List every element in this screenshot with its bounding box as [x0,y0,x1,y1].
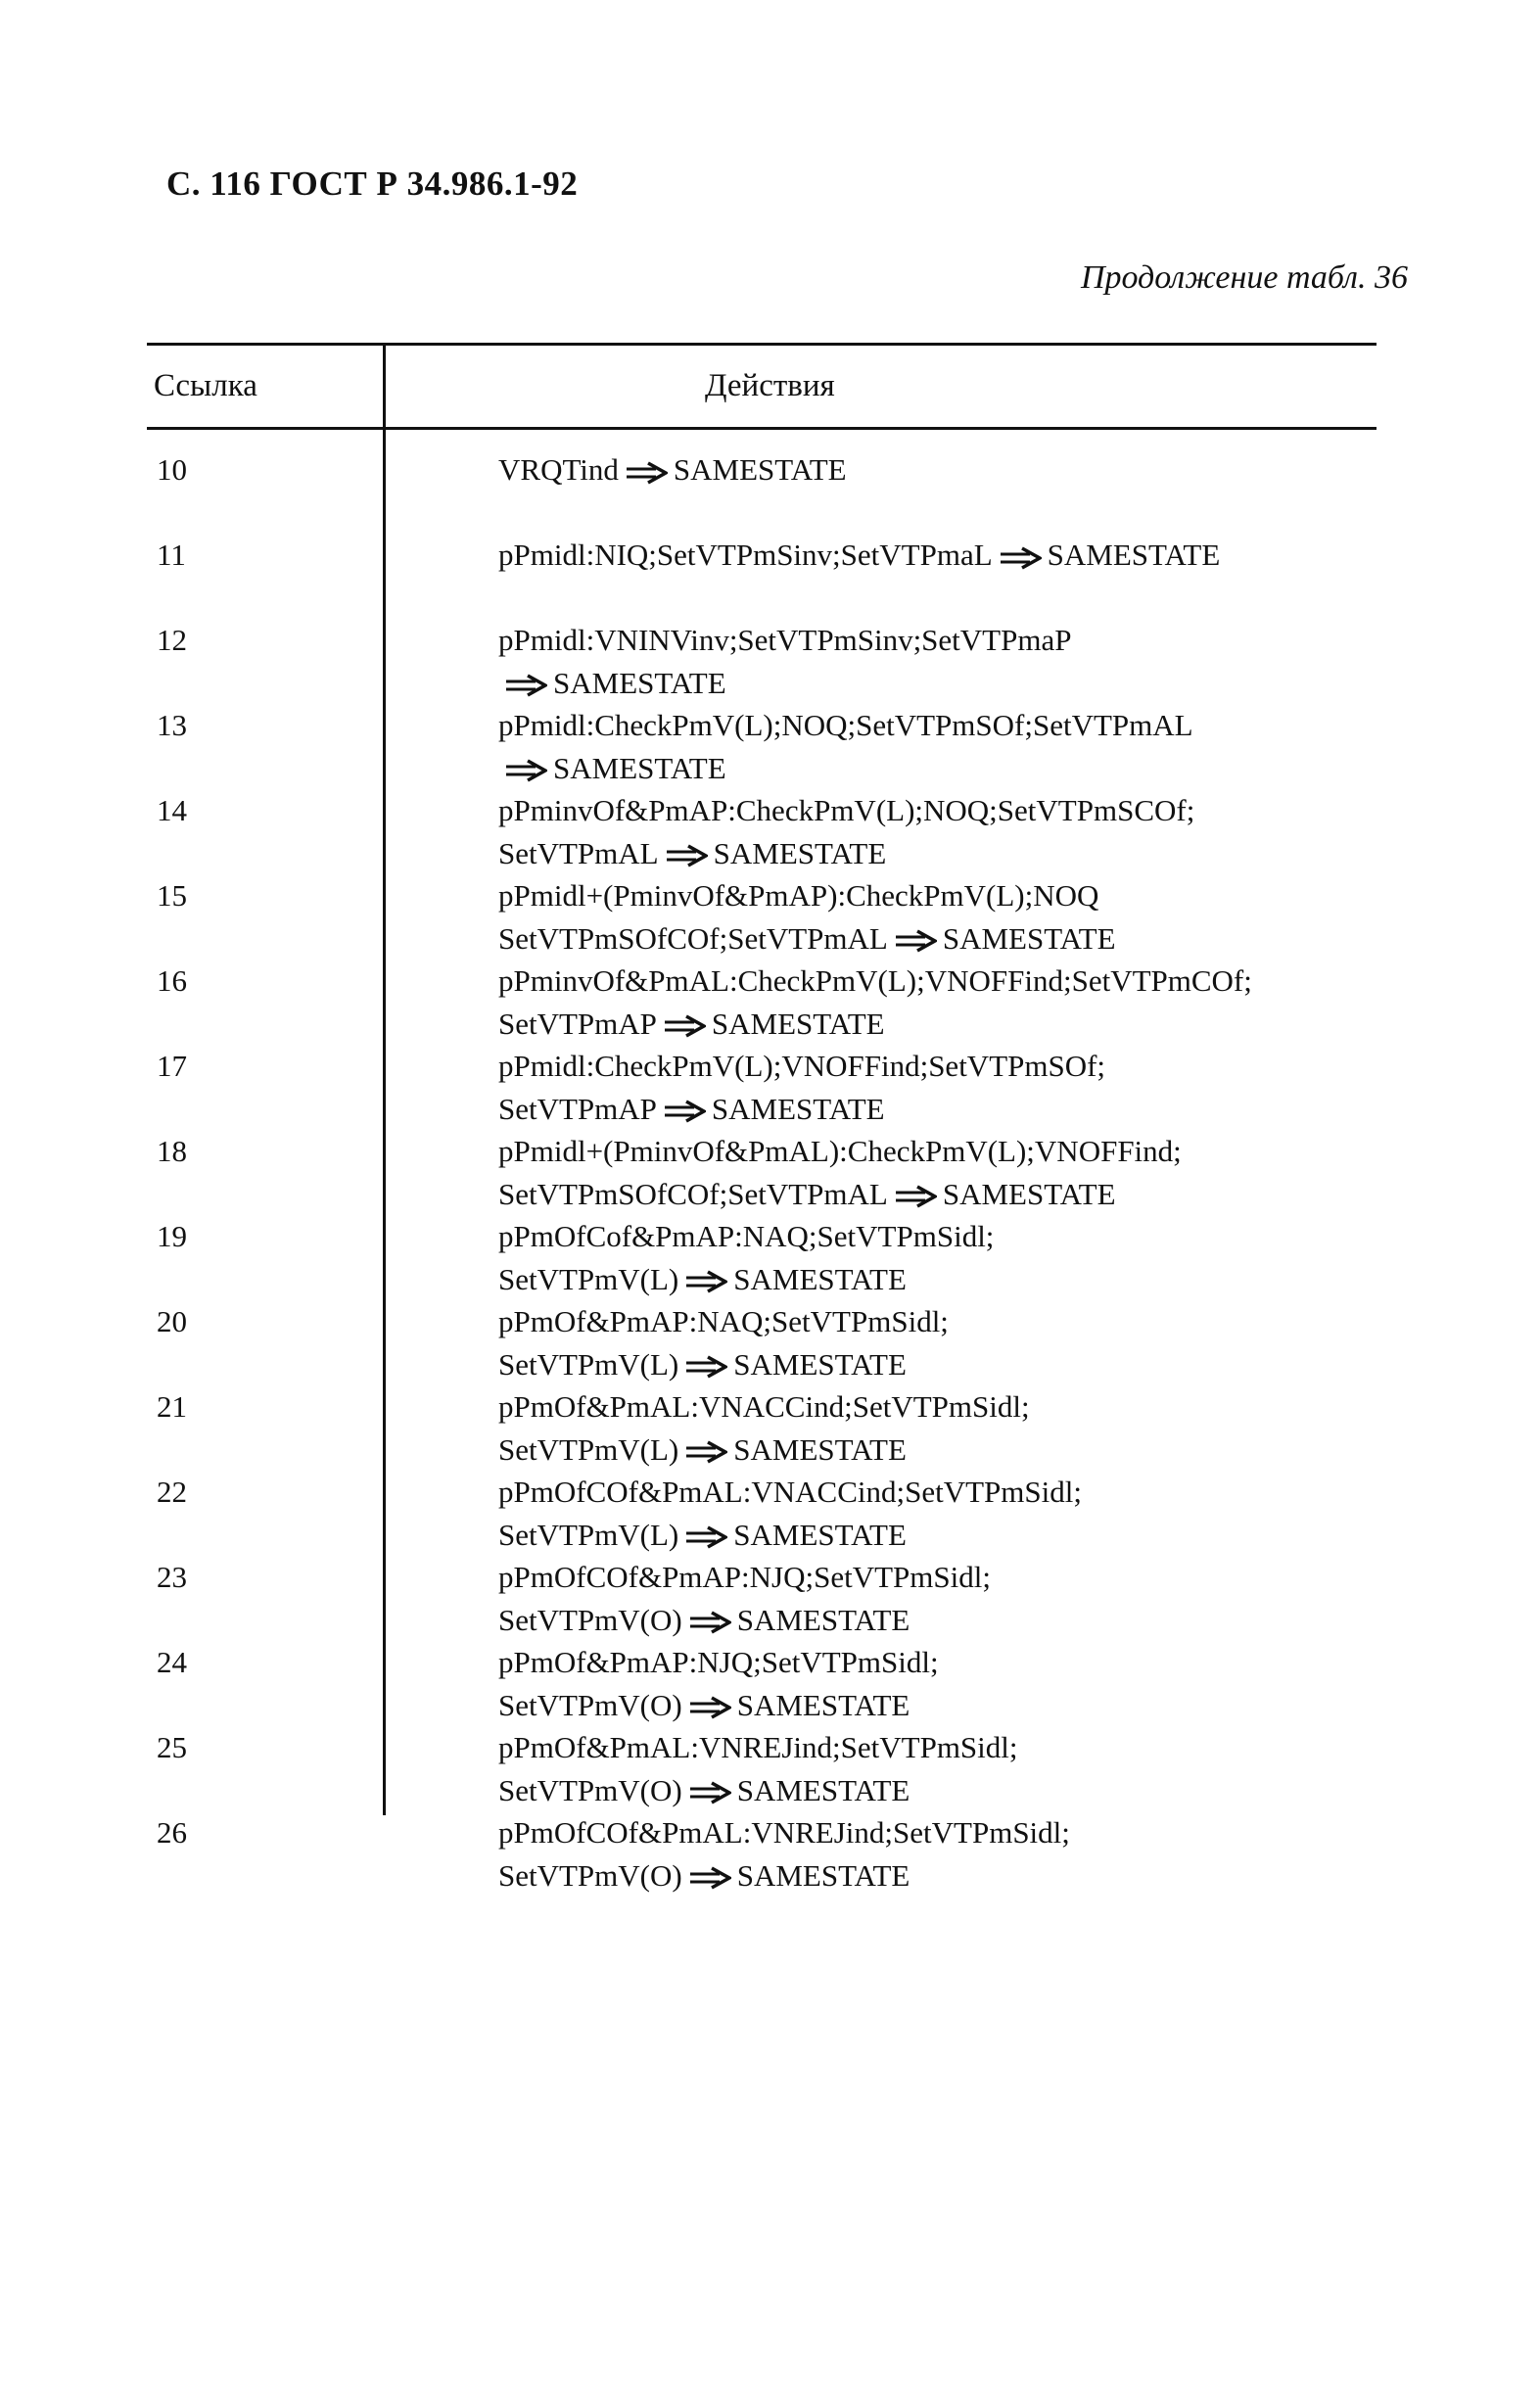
action-text: SetVTPmV(O) [498,1687,682,1722]
action-result: SAMESTATE [673,452,847,487]
row-ref: 26 [157,1815,187,1850]
action-line [498,1215,994,1258]
row-ref: 16 [157,963,187,998]
table-row [0,704,1540,789]
action-text: SetVTPmV(L) [498,1346,679,1382]
action-line [498,917,1116,961]
double-arrow-icon [663,1100,706,1123]
row-actions [498,1130,1182,1215]
action-line [498,704,1193,747]
table-row [0,534,1540,619]
row-actions [498,1045,1105,1130]
double-arrow-icon [894,1185,937,1208]
table-row [0,1811,1540,1897]
double-arrow-icon [625,461,668,485]
table-row [0,1726,1540,1811]
table-row [0,789,1540,874]
action-text: pPminvOf&PmAL:CheckPmV(L);VNOFFind;SetVTPmCOf; [498,963,1252,998]
action-text: pPmidl+(PminvOf&PmAL):CheckPmV(L);VNOFFind; [498,1134,1182,1168]
column-header-ref: Ссылка [154,368,257,403]
double-arrow-icon [684,1440,727,1464]
row-ref: 14 [157,793,187,827]
row-actions [498,874,1116,960]
row-ref: 21 [157,1389,187,1424]
row-ref: 23 [157,1560,187,1594]
row-ref: 20 [157,1304,187,1338]
action-line [498,1684,939,1727]
double-arrow-icon [504,759,547,782]
row-ref: 25 [157,1730,187,1764]
action-line [498,1429,1030,1472]
table-row [0,1130,1540,1215]
row-actions [498,1385,1030,1471]
row-ref: 12 [157,623,187,657]
double-arrow-icon [684,1355,727,1379]
action-text: SetVTPmV(O) [498,1857,682,1893]
row-actions [498,1471,1082,1556]
double-arrow-icon [665,844,708,867]
table-row [0,1385,1540,1471]
action-result: SAMESTATE [736,1687,910,1722]
row-ref: 19 [157,1219,187,1253]
action-result: SAMESTATE [733,1517,907,1552]
table-row [0,874,1540,960]
action-line [498,1130,1182,1173]
row-ref: 17 [157,1049,187,1083]
action-text: pPmOfCOf&PmAL:VNACCind;SetVTPmSidl; [498,1475,1082,1509]
table-body [0,448,1540,1897]
action-result: SAMESTATE [711,1006,885,1041]
action-text: pPmidl:CheckPmV(L);NOQ;SetVTPmSOf;SetVTPmAL [498,708,1193,742]
action-line [498,1088,1105,1131]
table-row [0,1641,1540,1726]
double-arrow-icon [684,1525,727,1549]
action-line [498,874,1116,917]
table-row [0,1045,1540,1130]
action-result: SAMESTATE [713,835,887,870]
table-row [0,1300,1540,1385]
action-text: SetVTPmV(O) [498,1602,682,1637]
action-line [498,1854,1070,1898]
action-result: SAMESTATE [736,1857,910,1893]
action-line [498,1343,949,1386]
action-line [498,619,1071,662]
row-actions [498,619,1071,704]
action-line [498,1385,1030,1429]
row-actions [498,1300,949,1385]
action-result: SAMESTATE [711,1091,885,1126]
action-text: SetVTPmV(L) [498,1431,679,1467]
action-line [498,1045,1105,1088]
row-actions [498,448,847,492]
action-text: SetVTPmSOfCOf;SetVTPmAL [498,920,888,956]
row-actions [498,534,1220,577]
row-actions [498,1641,939,1726]
action-line [498,1556,991,1599]
action-text: pPmOf&PmAP:NAQ;SetVTPmSidl; [498,1304,949,1338]
row-ref: 11 [157,538,186,572]
row-actions [498,960,1252,1045]
action-text: pPmOf&PmAL:VNACCind;SetVTPmSidl; [498,1389,1030,1424]
double-arrow-icon [894,929,937,953]
double-arrow-icon [684,1270,727,1293]
action-text: pPminvOf&PmAP:CheckPmV(L);NOQ;SetVTPmSCOf; [498,793,1195,827]
action-result: SAMESTATE [736,1772,910,1807]
double-arrow-icon [688,1611,731,1634]
action-result: SAMESTATE [736,1602,910,1637]
action-result: SAMESTATE [942,920,1116,956]
table-row [0,960,1540,1045]
row-actions [498,704,1193,789]
row-actions [498,789,1194,874]
action-line [498,1173,1182,1216]
action-line [498,832,1194,875]
row-ref: 24 [157,1645,187,1679]
table-row [0,1471,1540,1556]
table-row [0,1556,1540,1641]
action-text: SetVTPmV(O) [498,1772,682,1807]
row-ref: 10 [157,452,187,487]
action-line [498,448,847,492]
action-line [498,747,1193,790]
double-arrow-icon [663,1014,706,1038]
action-result: SAMESTATE [1047,538,1221,572]
action-line [498,1726,1018,1769]
row-actions [498,1215,994,1300]
page-header: С. 116 ГОСТ Р 34.986.1-92 [166,164,579,203]
table-row [0,619,1540,704]
row-actions [498,1726,1018,1811]
row-ref: 18 [157,1134,187,1168]
action-line [498,1599,991,1642]
action-line [498,1514,1082,1557]
row-ref: 13 [157,708,187,742]
action-text: pPmOfCOf&PmAL:VNREJind;SetVTPmSidl; [498,1815,1070,1850]
action-result: SAMESTATE [733,1261,907,1296]
row-actions [498,1811,1070,1897]
action-text: SetVTPmAP [498,1006,657,1041]
action-text: pPmOfCOf&PmAP:NJQ;SetVTPmSidl; [498,1560,991,1594]
action-result: SAMESTATE [942,1176,1116,1211]
action-text: pPmidl+(PminvOf&PmAP):CheckPmV(L);NOQ [498,878,1099,913]
action-result: SAMESTATE [553,750,726,785]
double-arrow-icon [504,674,547,697]
double-arrow-icon [688,1866,731,1890]
action-line [498,1811,1070,1854]
action-text: pPmidl:CheckPmV(L);VNOFFind;SetVTPmSOf; [498,1049,1106,1083]
action-text: pPmidl:NIQ;SetVTPmSinv;SetVTPmaL [498,538,993,572]
action-text: SetVTPmAL [498,835,659,870]
action-text: pPmidl:VNINVinv;SetVTPmSinv;SetVTPmaP [498,623,1072,657]
action-line [498,960,1252,1003]
action-text: SetVTPmV(L) [498,1261,679,1296]
table-top-rule [147,343,1377,346]
row-ref: 22 [157,1475,187,1509]
action-result: SAMESTATE [733,1431,907,1467]
action-line [498,1471,1082,1514]
row-ref: 15 [157,878,187,913]
double-arrow-icon [688,1781,731,1804]
action-text: SetVTPmSOfCOf;SetVTPmAL [498,1176,888,1211]
action-text: pPmOf&PmAP:NJQ;SetVTPmSidl; [498,1645,939,1679]
row-actions [498,1556,991,1641]
double-arrow-icon [688,1696,731,1719]
action-line [498,534,1220,577]
table-header-rule [147,427,1377,430]
action-text: SetVTPmV(L) [498,1517,679,1552]
action-text: SetVTPmAP [498,1091,657,1126]
table-row [0,448,1540,534]
action-line [498,1641,939,1684]
column-header-actions: Действия [705,368,835,403]
action-result: SAMESTATE [733,1346,907,1382]
action-text: pPmOfCof&PmAP:NAQ;SetVTPmSidl; [498,1219,995,1253]
action-line [498,1258,994,1301]
action-line [498,1769,1018,1812]
action-line [498,1300,949,1343]
action-line [498,1003,1252,1046]
action-text: pPmOf&PmAL:VNREJind;SetVTPmSidl; [498,1730,1018,1764]
action-text: VRQTind [498,452,619,487]
double-arrow-icon [999,546,1042,570]
action-result: SAMESTATE [553,665,726,700]
table-continuation-label: Продолжение табл. 36 [1080,259,1408,296]
action-line [498,662,1071,705]
table-row [0,1215,1540,1300]
action-line [498,789,1194,832]
